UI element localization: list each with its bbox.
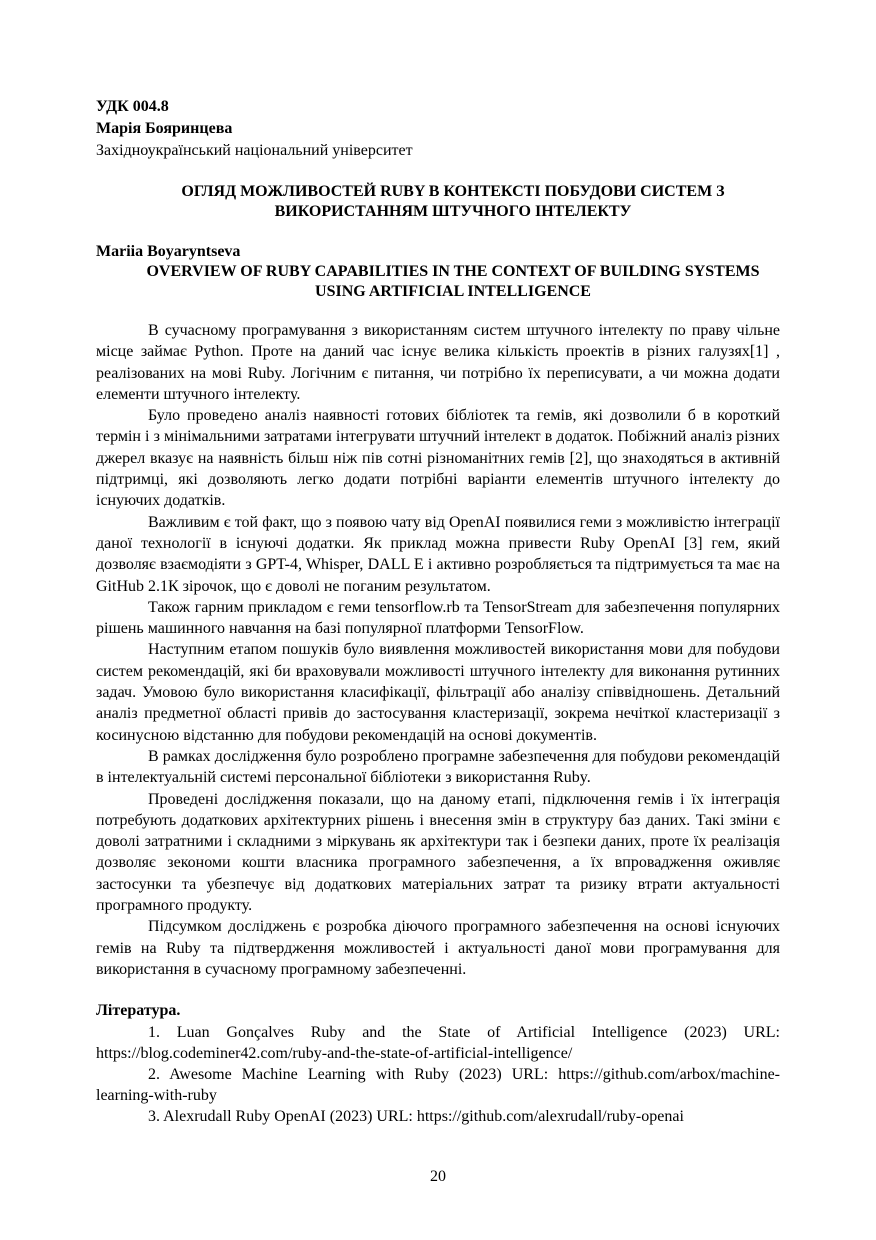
references-heading: Література. [96,1002,181,1020]
reference-item: 1. Luan Gonçalves Ruby and the State of Artificial Intelligence (2023) URL: https://blog.codeminer42.com/ruby-and-the-state-of-artificial-intelligence/ [96,1024,780,1063]
paragraph: Проведені дослідження показали, що на даному етапі, підключення гемів і їх інтеграція потребують додаткових архітектурних рішень і внесення змін в структуру баз даних. Такі зміни є доволі затратними і складними з міркувань як архітектури так і безпеки даних, проте їх реалізація дозволяє зекономи кошти власника програмного забезпечення, а їх впровадження оживляє застосунки та убезпечує від додаткових матеріальних затрат та ризику втрати актуальності програмного продукту. [96,790,780,915]
affiliation: Західноукраїнський національний університет [96,142,413,159]
paragraph: Було проведено аналіз наявності готових бібліотек та гемів, які дозволили б в короткий термін і з мінімальними затратами інтегрувати штучний інтелект в додаток. Побіжний аналіз різних джерел вказує на наявність більш ніж пів сотні різноманітних гемів [2], що знаходяться в активній підтримці, які дозволяють легко додати потрібні варіанти елементів штучного інтелекту до існуючих додатків. [96,407,780,510]
reference-item: 3. Alexrudall Ruby OpenAI (2023) URL: https://github.com/alexrudall/ruby-openai [148,1108,684,1126]
title-en: OVERVIEW OF RUBY CAPABILITIES IN THE CONTEXT OF BUILDING SYSTEMS USING ARTIFICIAL INTELLIGENCE [146,263,760,300]
page-number: 20 [430,1168,446,1185]
author-ua: Марія Бояринцева [96,120,233,137]
paragraph: В рамках дослідження було розроблено програмне забезпечення для побудови рекомендацій в інтелектуальній системі персональної бібліотеки з використання Ruby. [96,747,780,787]
paragraph: Також гарним прикладом є геми tensorflow.rb та TensorStream для забезпечення популярних рішень машинного навчання на базі популярної платформи TensorFlow. [96,598,780,638]
paragraph: Важливим є той факт, що з появою чату від OpenAI появилися геми з можливістю інтеграції даної технології в існуючі додатки. Як приклад можна привести Ruby OpenAI [3] гем, який дозволяє взаємодіяти з GPT-4, Whisper, DALL E і активно розробляється та підтримується та має на GitHub 2.1К зірочок, що є доволі не поганим результатом. [96,513,780,595]
paragraph: В сучасному програмування з використанням систем штучного інтелекту по праву чільне місце займає Python. Проте на даний час існує велика кількість проектів в різних галузях[1] , реалізованих на мові Ruby. Логічним є питання, чи потрібно їх переписувати, а чи можна додати елементи штучного інтелекту. [96,322,780,403]
references-list [96,1022,780,1127]
author-en: Mariia Boyaryntseva [96,243,241,260]
paragraph: Наступним етапом пошуків було виявлення можливостей використання мови для побудови систем рекомендацій, які би враховували можливості штучного інтелекту для виконання рутинних задач. Умовою було використання класифікації, фільтрації або аналізу співвідношень. Детальний аналіз предметної області привів до застосування кластеризації, зокрема нечіткої кластеризації з косинусною відстанню для побудови рекомендацій на основі документів. [96,641,780,744]
title-ua: ОГЛЯД МОЖЛИВОСТЕЙ RUBY В КОНТЕКСТІ ПОБУДОВИ СИСТЕМ З ВИКОРИСТАННЯМ ШТУЧНОГО ІНТЕЛЕКТУ [181,183,725,220]
reference-item: 2. Awesome Machine Learning with Ruby (2023) URL: https://github.com/arbox/machine-learning-with-ruby [96,1066,780,1105]
paragraph: Підсумком досліджень є розробка діючого програмного забезпечення на основі існуючих гемів на Ruby та підтвердження можливостей і актуальності даної мови програмування для використання в сучасному програмному забезпеченні. [96,918,780,978]
udk-code: УДК 004.8 [96,98,169,115]
article-body [96,320,780,980]
document-page [96,96,780,1127]
